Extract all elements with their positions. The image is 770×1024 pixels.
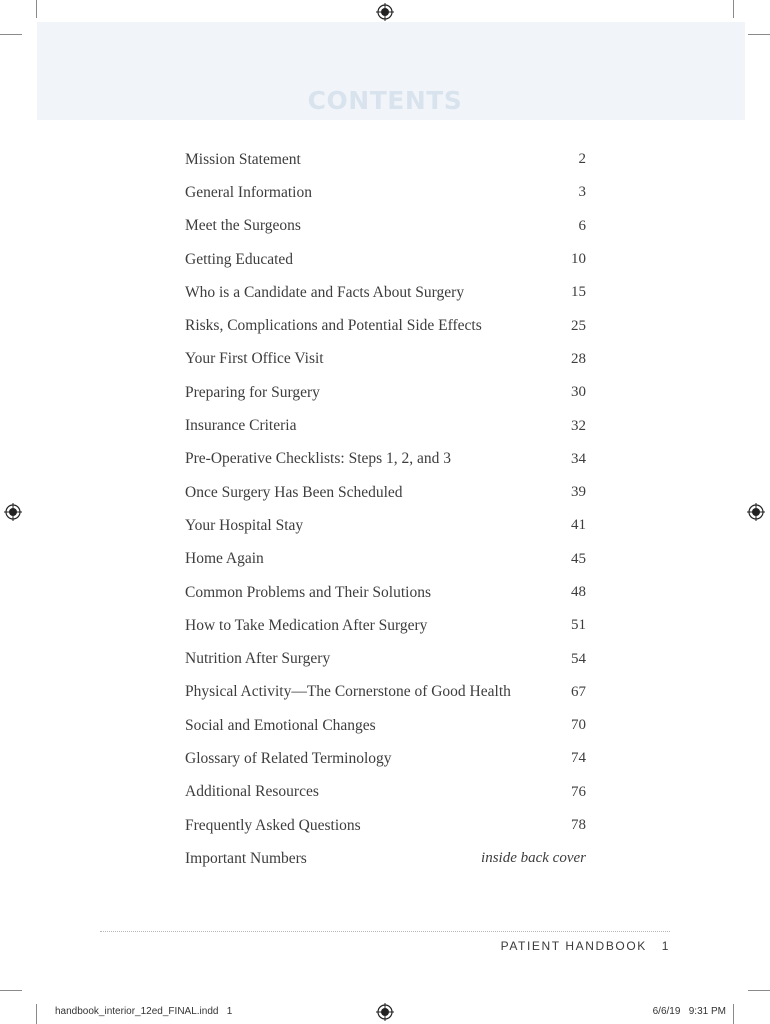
toc-entry (185, 576, 586, 609)
toc-entry (185, 376, 586, 409)
toc-entry-page: 70 (571, 717, 586, 734)
toc-entry-title: Insurance Criteria (185, 417, 297, 435)
toc-entry-page: inside back cover (481, 850, 586, 867)
toc-entry-page: 32 (571, 417, 586, 434)
toc-entry-page: 15 (571, 284, 586, 301)
toc-entry-page: 45 (571, 550, 586, 567)
toc-entry-page: 2 (578, 151, 586, 168)
toc-entry (185, 642, 586, 675)
toc-entry-title: Nutrition After Surgery (185, 650, 331, 668)
crop-mark-bottom-right (733, 1004, 734, 1024)
toc-entry-title: Who is a Candidate and Facts About Surgery (185, 283, 465, 301)
toc-entry-page: 76 (571, 783, 586, 800)
toc-entry (185, 276, 586, 309)
toc-entry-page: 48 (571, 584, 586, 600)
toc-entry-page: 54 (571, 650, 586, 667)
toc-entry-page: 3 (578, 184, 586, 201)
toc-entry-title: Home Again (185, 550, 264, 568)
toc-entry-title: Important Numbers (185, 849, 307, 867)
toc-entry (185, 210, 586, 243)
toc-entry-page: 30 (571, 384, 586, 401)
table-of-contents (185, 143, 586, 876)
toc-entry-title: Getting Educated (185, 250, 294, 268)
toc-entry-page: 74 (571, 750, 586, 767)
registration-mark-icon (4, 503, 22, 521)
toc-entry (185, 543, 586, 576)
slug-filename: handbook_interior_12ed_FINAL.indd 1 (55, 1006, 233, 1017)
toc-entry (185, 143, 586, 176)
crop-mark-right-bottom (748, 990, 770, 991)
crop-mark-right-top (748, 34, 770, 35)
toc-entry-title: Pre-Operative Checklists: Steps 1, 2, and 3 (185, 450, 452, 468)
toc-entry-title: How to Take Medication After Surgery (185, 616, 428, 634)
toc-entry (185, 409, 586, 442)
toc-entry (185, 742, 586, 775)
toc-entry-title: Glossary of Related Terminology (185, 749, 392, 767)
crop-mark-left-bottom (0, 990, 22, 991)
toc-entry-title: Additional Resources (185, 783, 319, 801)
toc-entry-page: 41 (571, 517, 586, 534)
slug-timestamp: 6/6/19 9:31 PM (652, 1006, 726, 1017)
crop-mark-top-right (733, 0, 734, 18)
toc-entry-title: Preparing for Surgery (185, 383, 320, 401)
crop-mark-bottom-left (36, 1004, 37, 1024)
toc-entry-title: Your Hospital Stay (185, 516, 304, 534)
toc-entry-title: Meet the Surgeons (185, 217, 301, 235)
toc-entry-page: 6 (578, 217, 586, 234)
toc-entry (185, 443, 586, 476)
toc-entry-title: Social and Emotional Changes (185, 716, 376, 734)
toc-entry (185, 709, 586, 742)
crop-mark-left-top (0, 34, 22, 35)
toc-entry (185, 609, 586, 642)
registration-mark-icon (747, 503, 765, 521)
toc-entry-page: 25 (571, 317, 586, 334)
toc-entry-page: 51 (571, 617, 586, 634)
footer-page-number: 1 (661, 939, 670, 953)
footer-divider (100, 931, 670, 932)
toc-entry-title: Mission Statement (185, 150, 301, 168)
toc-entry (185, 776, 586, 809)
toc-entry-title: Frequently Asked Questions (185, 816, 361, 834)
registration-mark-icon (376, 1003, 394, 1021)
toc-entry-title: Your First Office Visit (185, 350, 324, 368)
toc-entry (185, 476, 586, 509)
toc-entry-title: Once Surgery Has Been Scheduled (185, 483, 403, 501)
toc-entry-title: General Information (185, 183, 312, 201)
toc-entry-title: Physical Activity—The Cornerstone of Good Health (185, 683, 511, 701)
toc-entry-page: 28 (571, 350, 586, 367)
toc-entry (185, 842, 586, 875)
toc-entry-page: 10 (571, 251, 586, 268)
toc-entry-title: Risks, Complications and Potential Side Effects (185, 317, 482, 335)
toc-entry (185, 809, 586, 842)
toc-entry-page: 78 (571, 817, 586, 834)
footer-label: PATIENT HANDBOOK (500, 939, 647, 953)
toc-entry-title: Common Problems and Their Solutions (185, 583, 431, 601)
toc-entry (185, 343, 586, 376)
toc-entry-page: 39 (571, 484, 586, 501)
page-title: CONTENTS (307, 86, 463, 115)
toc-entry (185, 176, 586, 209)
toc-entry-page: 67 (571, 683, 586, 700)
toc-entry (185, 676, 586, 709)
registration-mark-icon (376, 3, 394, 21)
running-footer (501, 939, 670, 953)
toc-entry (185, 309, 586, 342)
toc-entry (185, 243, 586, 276)
toc-entry-page: 34 (571, 450, 586, 467)
toc-entry (185, 509, 586, 542)
crop-mark-top-left (36, 0, 37, 18)
